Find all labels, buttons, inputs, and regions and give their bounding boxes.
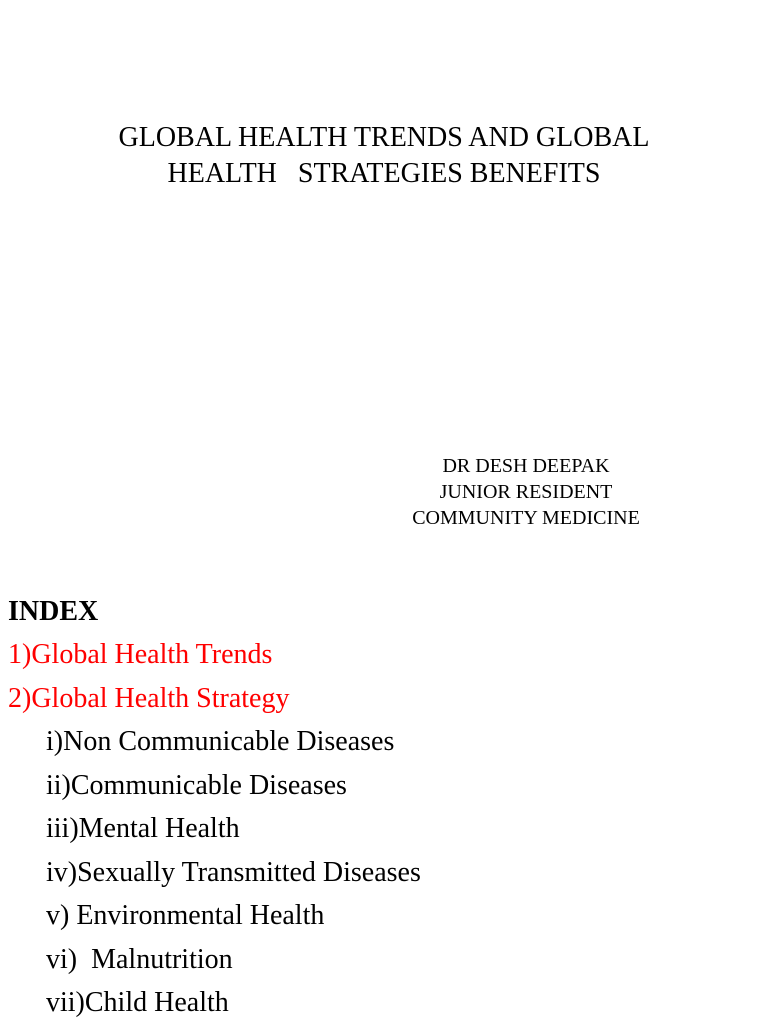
- index-item-global-health-trends: 1)Global Health Trends: [8, 639, 273, 670]
- document-title: [0, 120, 768, 192]
- index-item-global-health-strategy: 2)Global Health Strategy: [8, 682, 290, 714]
- author-department: COMMUNITY MEDICINE: [412, 507, 640, 529]
- title-line-1: GLOBAL HEALTH TRENDS AND GLOBAL: [118, 122, 650, 153]
- subitem-communicable-diseases: ii)Communicable Diseases: [46, 769, 347, 801]
- subitem-mental-health: iii)Mental Health: [46, 813, 240, 844]
- title-line-2: HEALTH STRATEGIES BENEFITS: [167, 158, 601, 189]
- author-block: [380, 453, 672, 531]
- subitem-malnutrition: vi) Malnutrition: [46, 943, 233, 975]
- subitem-non-communicable-diseases: i)Non Communicable Diseases: [46, 726, 395, 757]
- author-position: JUNIOR RESIDENT: [439, 481, 613, 503]
- author-name: DR DESH DEEPAK: [442, 455, 610, 477]
- subitem-environmental-health: v) Environmental Health: [46, 900, 325, 931]
- index-section: [8, 592, 748, 1027]
- subitem-child-health: vii)Child Health: [46, 987, 229, 1018]
- index-heading: INDEX: [8, 596, 99, 627]
- subitem-sexually-transmitted-diseases: iv)Sexually Transmitted Diseases: [46, 856, 421, 888]
